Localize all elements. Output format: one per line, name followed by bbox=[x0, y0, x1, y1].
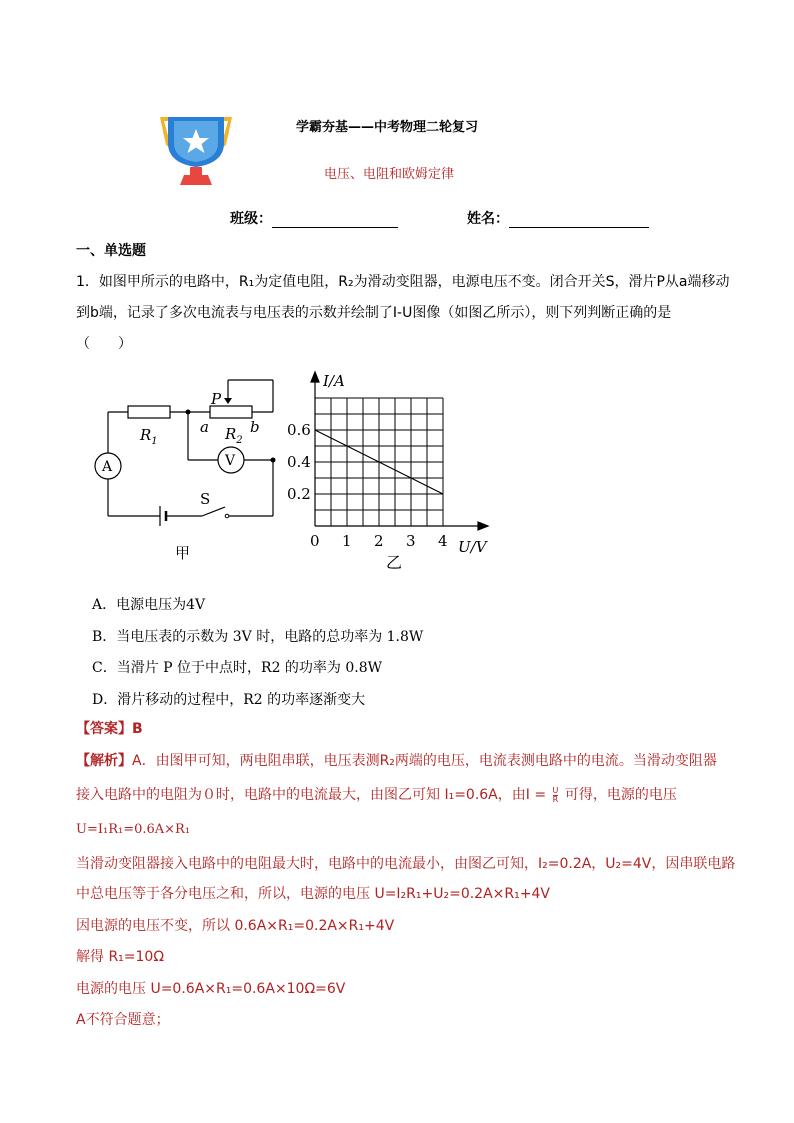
analysis-p2a: 接入电路中的电阻为０时，电路中的电流最大，由图乙可知 I₁=0.6A，由I = bbox=[76, 787, 547, 803]
name-label: 姓名： bbox=[467, 211, 509, 227]
y-tick-label: 0.6 bbox=[287, 421, 311, 439]
option-d[interactable]: D．滑片移动的过程中，R2 的功率逐渐变大 bbox=[92, 692, 366, 708]
section-heading: 一、单选题 bbox=[76, 243, 146, 259]
x-axis-arrow-icon bbox=[478, 522, 488, 530]
class-blank[interactable] bbox=[272, 213, 398, 228]
analysis-line-3: U=I₁R₁=0.6A×R₁ bbox=[76, 822, 191, 837]
answer-label: 【答案】 bbox=[76, 721, 132, 737]
analysis-line-6: 因电源的电压不变，所以 0.6A×R₁=0.2A×R₁+4V bbox=[76, 918, 395, 934]
option-c[interactable]: C．当滑片 P 位于中点时，R2 的功率为 0.8W bbox=[92, 660, 383, 676]
answer-value: B bbox=[132, 721, 143, 737]
y-axis-arrow-icon bbox=[311, 372, 319, 382]
label-a: a bbox=[200, 418, 209, 436]
iu-chart bbox=[282, 366, 497, 576]
label-r1: $R_1$ bbox=[140, 426, 158, 447]
x-tick-label: 1 bbox=[342, 532, 352, 550]
x-tick-label: 3 bbox=[406, 532, 416, 550]
label-r2: $R_2$ bbox=[225, 425, 243, 446]
label-ammeter: A bbox=[102, 459, 113, 475]
circuit-diagram bbox=[90, 370, 290, 570]
fraction-u-over-r: $\frac{U}{R}$ bbox=[552, 785, 559, 804]
x-tick-label: 0 bbox=[310, 532, 320, 550]
class-field bbox=[230, 208, 398, 228]
analysis-line-4: 当滑动变阻器接入电路中的电阻最大时，电路中的电流最小，由图乙可知，I₂=0.2A，U₂=4V，因串联电路 bbox=[76, 856, 736, 872]
name-field bbox=[467, 208, 649, 228]
label-switch: S bbox=[200, 490, 211, 508]
question-line-3: （ ） bbox=[76, 336, 132, 352]
resistor-r1 bbox=[128, 406, 170, 418]
analysis-line-1 bbox=[76, 750, 717, 770]
x-tick-label: 4 bbox=[438, 532, 448, 550]
trophy-logo-icon bbox=[154, 113, 238, 187]
question-line-2: 到b端，记录了多次电流表与电压表的示数并绘制了I-U图像（如图乙所示），则下列判断正确的是 bbox=[76, 305, 672, 321]
x-tick-label: 2 bbox=[374, 532, 384, 550]
question-line-1: 1．如图甲所示的电路中，R₁为定值电阻，R₂为滑动变阻器，电源电压不变。闭合开关S，滑片P从a端移动 bbox=[76, 274, 730, 290]
option-a[interactable]: A．电源电压为4V bbox=[92, 597, 206, 613]
label-b: b bbox=[250, 418, 260, 436]
slider-arrow-icon bbox=[224, 398, 232, 404]
label-p: P bbox=[211, 390, 222, 408]
analysis-line-5: 中总电压等于各分电压之和，所以，电源的电压 U=I₂R₁+U₂=0.2A×R₁+4V bbox=[76, 886, 550, 902]
analysis-p1: A．由图甲可知，两电阻串联，电压表测R₂两端的电压，电流表测电路中的电流。当滑动变阻器 bbox=[132, 753, 717, 769]
name-blank[interactable] bbox=[509, 213, 649, 228]
analysis-p2b: 可得，电源的电压 bbox=[564, 787, 677, 803]
answer-line bbox=[76, 718, 143, 738]
page-subtitle: 电压、电阻和欧姆定律 bbox=[324, 167, 455, 182]
analysis-line-2 bbox=[76, 784, 677, 804]
analysis-line-7: 解得 R₁=10Ω bbox=[76, 949, 165, 965]
analysis-label: 【解析】 bbox=[76, 753, 132, 769]
analysis-line-8: 电源的电压 U=0.6A×R₁=0.6A×10Ω=6V bbox=[76, 981, 346, 997]
y-tick-label: 0.2 bbox=[287, 485, 311, 503]
label-voltmeter: V bbox=[225, 453, 236, 469]
circuit-caption: 甲 bbox=[175, 544, 191, 562]
y-tick-label: 0.4 bbox=[287, 453, 311, 471]
option-b[interactable]: B．当电压表的示数为 3V 时，电路的总功率为 1.8W bbox=[92, 629, 424, 645]
chart-caption: 乙 bbox=[386, 553, 403, 572]
page-title: 学霸夯基——中考物理二轮复习 bbox=[296, 120, 479, 135]
x-axis-label: U/V bbox=[458, 538, 487, 556]
y-axis-label: I/A bbox=[323, 372, 345, 390]
class-label: 班级： bbox=[230, 211, 272, 227]
analysis-line-9: A不符合题意； bbox=[76, 1012, 170, 1028]
